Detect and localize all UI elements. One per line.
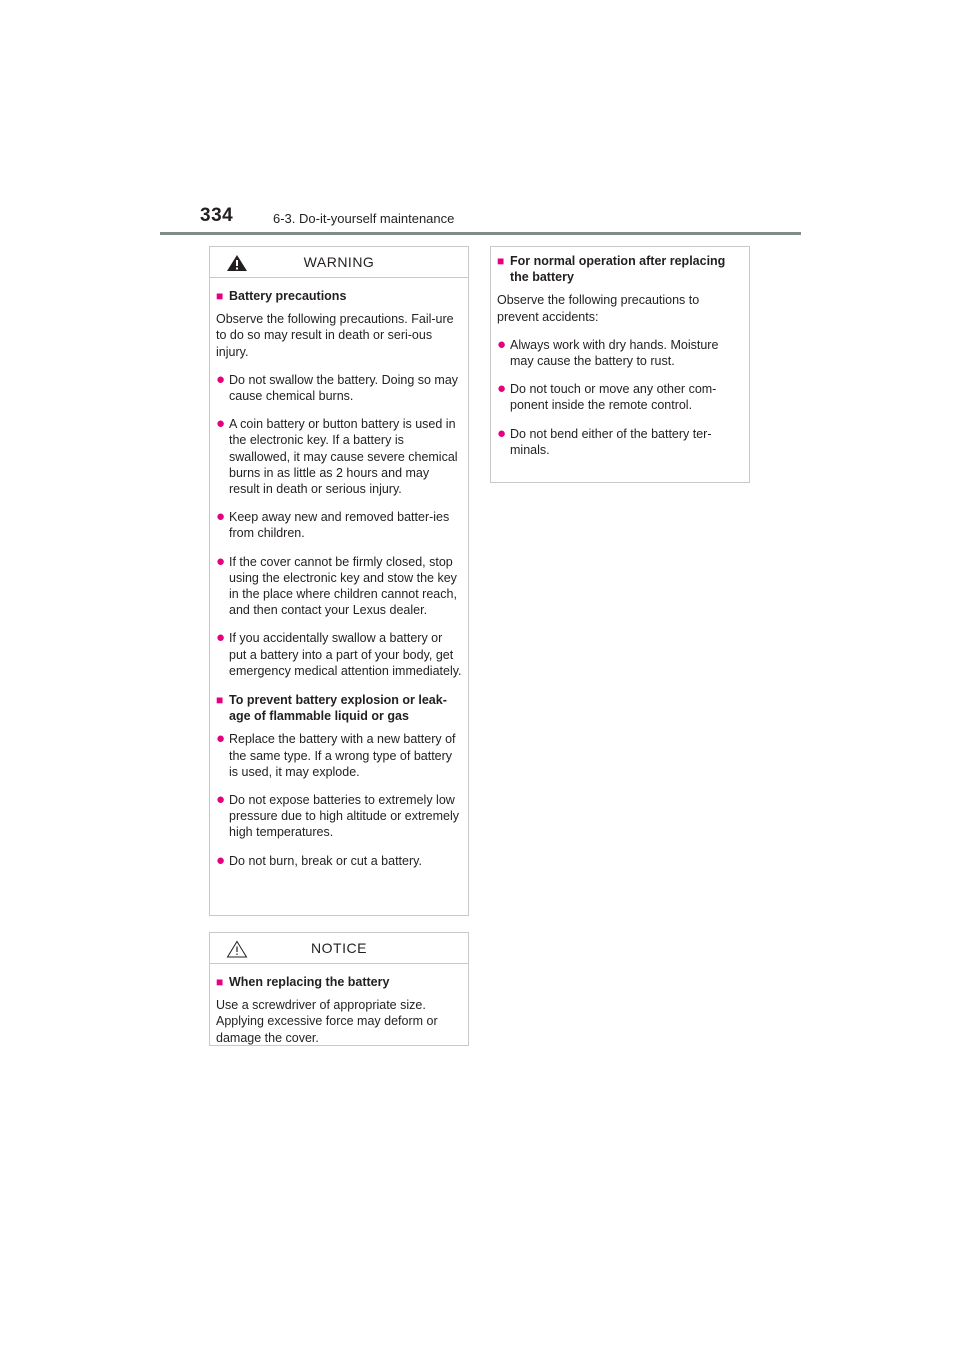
warning-heading-2: ■ To prevent battery explosion or leak-age of flammable liquid or gas (216, 693, 447, 724)
list-item: ● Do not expose batteries to extremely low pressure due to high altitude or extremely high temperatures. (216, 791, 459, 840)
circle-bullet-icon: ● (216, 370, 226, 388)
warning-intro: Observe the following precautions. Fail-ure to do so may result in death or seri-ous injury. (216, 312, 454, 359)
warning-box (209, 246, 469, 916)
list-item: ● Do not swallow the battery. Doing so may cause chemical burns. (216, 370, 459, 404)
warning-title: WARNING (303, 253, 375, 270)
circle-bullet-icon: ● (497, 335, 507, 353)
warning-header (210, 247, 468, 278)
notice-header (210, 933, 468, 964)
circle-bullet-icon: ● (497, 380, 507, 398)
circle-bullet-icon: ● (216, 415, 226, 433)
square-bullet-icon: ■ (216, 693, 224, 708)
section-title: 6-3. Do-it-yourself maintenance (273, 211, 455, 226)
circle-bullet-icon: ● (216, 730, 226, 748)
list-item: ● If you accidentally swallow a battery or put a battery into a part of your body, get emergency medical attention immediately. (216, 629, 462, 678)
right-intro: Observe the following precautions to prevent accidents: (497, 293, 700, 324)
list-item: ● Replace the battery with a new battery of the same type. If a wrong type of battery is used, it may explode. (216, 730, 456, 779)
caution-triangle-icon (226, 940, 248, 958)
list-item: ● Do not bend either of the battery ter-minals. (497, 424, 712, 457)
notice-heading: ■ When replacing the battery (216, 975, 390, 989)
battery-operation-box (490, 246, 750, 483)
circle-bullet-icon: ● (216, 629, 226, 647)
warning-heading-1: ■ Battery precautions (216, 289, 347, 303)
list-item: ● Keep away new and removed batter-ies from children. (216, 508, 450, 541)
notice-text: Use a screwdriver of appropriate size. Applying excessive force may deform or damage the cover. (216, 998, 438, 1045)
circle-bullet-icon: ● (497, 424, 507, 442)
notice-box (209, 932, 469, 1046)
list-item: ● Do not burn, break or cut a battery. (216, 851, 422, 869)
header-rule (160, 232, 801, 235)
circle-bullet-icon: ● (216, 851, 226, 869)
right-heading: ■ For normal operation after replacing the battery (497, 254, 726, 285)
square-bullet-icon: ■ (497, 254, 505, 268)
list-item: ● Always work with dry hands. Moisture may cause the battery to rust. (497, 335, 719, 369)
circle-bullet-icon: ● (216, 508, 226, 526)
page-number: 334 (200, 205, 234, 226)
list-item: ● A coin battery or button battery is used in the electronic key. If a battery is swallowed, it may cause severe chemical burns in as little as 2 hours and may result in death or serious injury. (216, 415, 458, 497)
warning-triangle-icon (226, 254, 248, 272)
square-bullet-icon: ■ (216, 289, 224, 303)
circle-bullet-icon: ● (216, 552, 226, 570)
notice-title: NOTICE (311, 939, 367, 956)
circle-bullet-icon: ● (216, 791, 226, 809)
list-item: ● If the cover cannot be firmly closed, stop using the electronic key and stow the key in the place where children cannot reach, and then contact your Lexus dealer. (216, 552, 457, 618)
square-bullet-icon: ■ (216, 975, 224, 989)
list-item: ● Do not touch or move any other com-ponent inside the remote control. (497, 380, 717, 413)
